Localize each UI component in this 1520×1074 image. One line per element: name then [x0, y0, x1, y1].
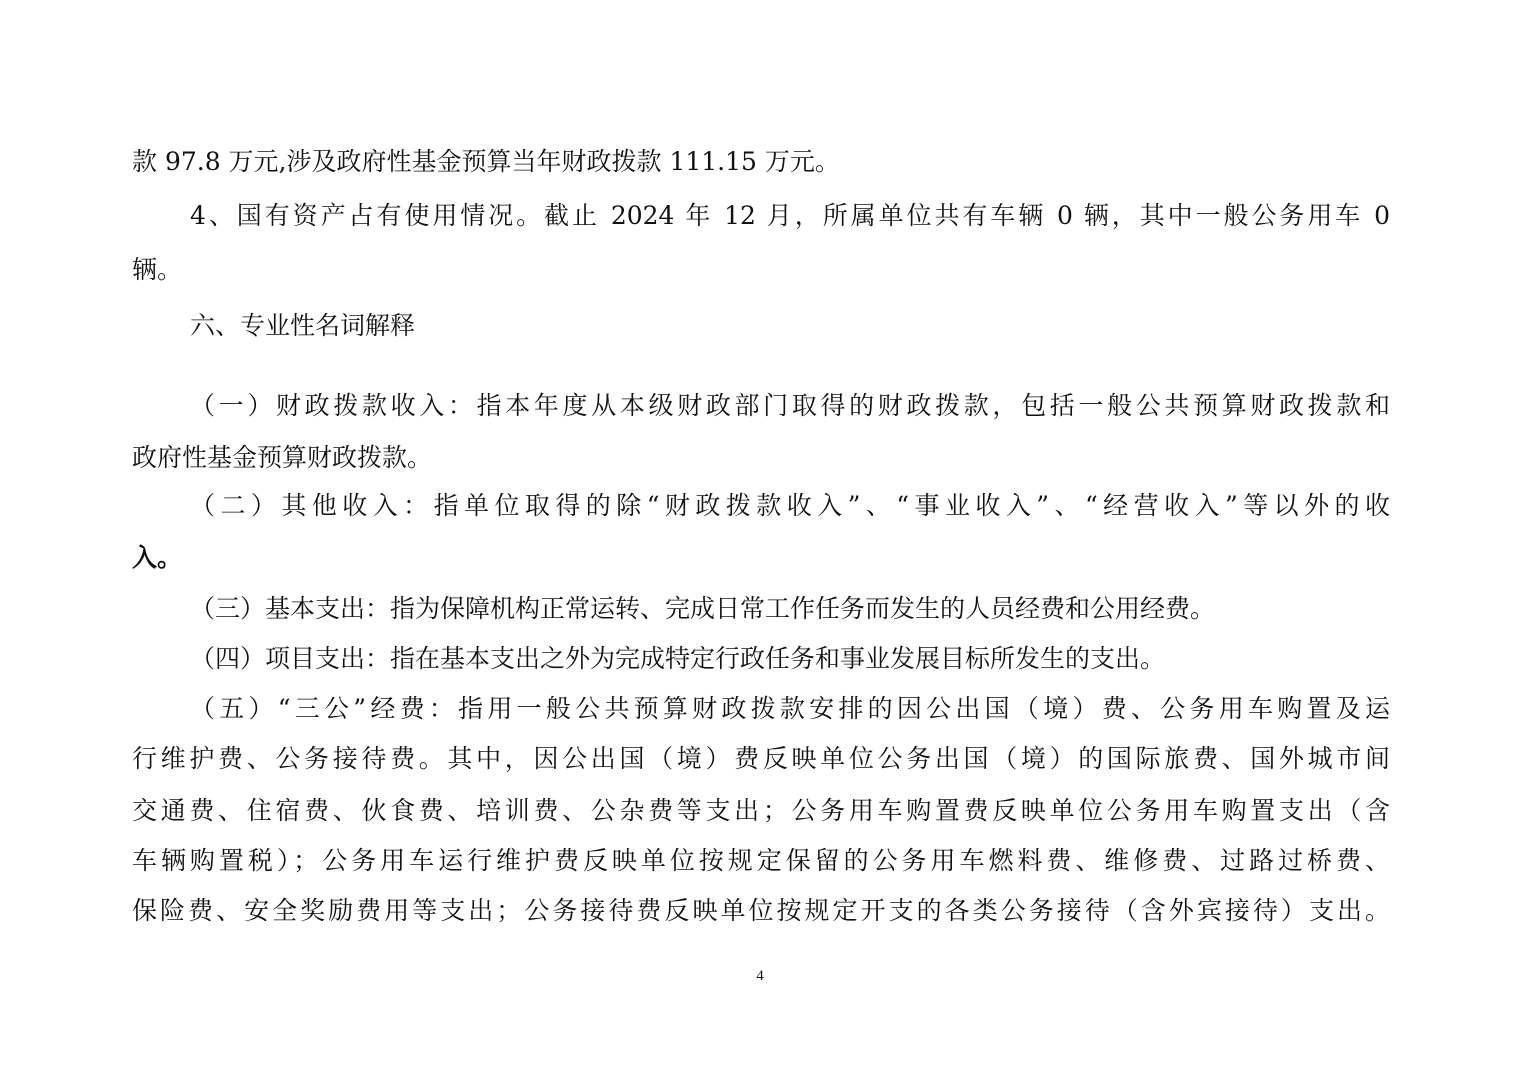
paragraph-line-8: 入。: [132, 543, 183, 572]
paragraph-line-3: 辆。: [132, 255, 183, 284]
paragraph-line-14: 车辆购置税）；公务用车运行维护费反映单位按规定保留的公务用车燃料费、维修费、过路过桥费、: [132, 846, 1390, 875]
paragraph-line-13: 交通费、住宿费、伙食费、培训费、公杂费等支出；公务用车购置费反映单位公务用车购置支出（含: [132, 796, 1390, 825]
section-heading: 六、专业性名词解释: [190, 311, 416, 340]
paragraph-line-1: 款 97.8 万元,涉及政府性基金预算当年财政拨款 111.15 万元。: [132, 147, 840, 176]
paragraph-line-5: （一）财政拨款收入：指本年度从本级财政部门取得的财政拨款，包括一般公共预算财政拨款和: [190, 391, 1390, 420]
paragraph-line-2: 4、国有资产占有使用情况。截止 2024 年 12 月，所属单位共有车辆 0 辆，其中一般公务用车 0: [190, 201, 1390, 230]
paragraph-line-6: 政府性基金预算财政拨款。: [132, 443, 433, 472]
paragraph-line-15: 保险费、安全奖励费用等支出；公务接待费反映单位按规定开支的各类公务接待（含外宾接待）支出。: [132, 896, 1390, 925]
paragraph-line-12: 行维护费、公务接待费。其中，因公出国（境）费反映单位公务出国（境）的国际旅费、国外城市间: [132, 744, 1390, 773]
paragraph-line-11: （五）“三公”经费：指用一般公共预算财政拨款安排的因公出国（境）费、公务用车购置及运: [190, 694, 1390, 723]
paragraph-line-9: （三）基本支出：指为保障机构正常运转、完成日常工作任务而发生的人员经费和公用经费。: [190, 594, 1216, 623]
paragraph-line-7: （二）其他收入：指单位取得的除“财政拨款收入”、“事业收入”、“经营收入”等以外的收: [190, 491, 1390, 520]
paragraph-line-10: （四）项目支出：指在基本支出之外为完成特定行政任务和事业发展目标所发生的支出。: [190, 644, 1166, 673]
page-number: 4: [756, 968, 764, 984]
